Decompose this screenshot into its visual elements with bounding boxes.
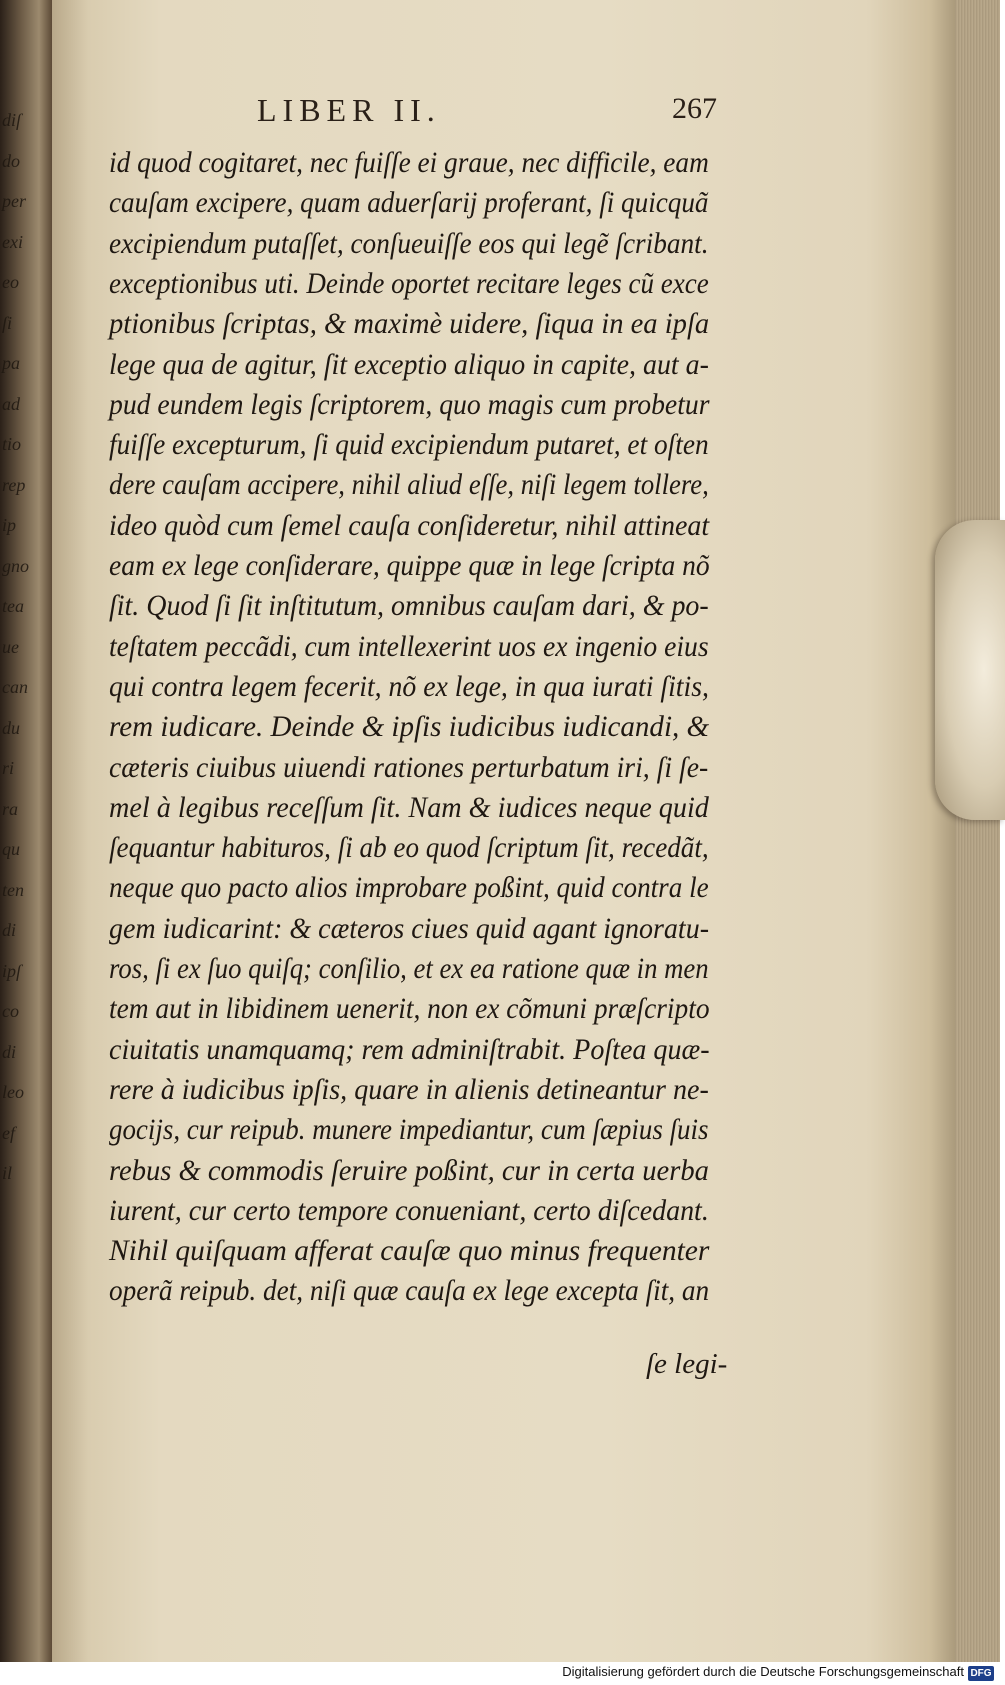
left-page-fragment: exi (2, 231, 23, 252)
left-page-fragment: ip (2, 515, 17, 535)
text-line: rem iudicare. Deinde & ipſis iudicibus iudicandi, & (109, 711, 710, 744)
left-page-fragment: diſ (2, 110, 22, 130)
left-page-fragment: pa (2, 353, 20, 373)
text-line: pud eundem legis ſcriptorem, quo magis cum probetur (109, 388, 710, 421)
text-line: teſtatem peccãdi, cum intellexerint uos ex ingenio eius (109, 630, 709, 663)
left-page-fragment: tea (2, 596, 24, 616)
text-line: neque quo pacto alios improbare poßint, quid contra le (109, 872, 709, 905)
left-page-fragment: do (2, 150, 20, 171)
left-page-fragment: ſi (2, 312, 13, 333)
left-page-fragment: leo (2, 1082, 24, 1102)
text-line: tem aut in libidinem uenerit, non ex cõmuni præſcripto (109, 993, 710, 1026)
left-page-fragment: ef (2, 1122, 15, 1143)
page-stack-edge (955, 0, 1000, 1662)
left-page-fragment: ra (2, 798, 19, 819)
text-line: ciuitatis unamquamq; rem adminiſtrabit. Poſtea quæ- (109, 1033, 710, 1066)
left-page-fragments (2, 100, 29, 1194)
left-page-fragment: il (2, 1163, 13, 1183)
text-line: qui contra legem fecerit, nõ ex lege, in qua iurati ſitis, (109, 670, 709, 703)
left-page-fragment: tio (2, 434, 22, 454)
text-line: iurent, cur certo tempore conueniant, certo diſcedant. (109, 1194, 709, 1227)
left-page-fragment: co (2, 1001, 19, 1021)
text-line: excipiendum putaſſet, conſueuiſſe eos qui legẽ ſcribant. (109, 227, 709, 260)
text-line: Nihil quiſquam afferat cauſæ quo minus frequenter (109, 1235, 710, 1268)
catchword: ſe legi- (646, 1348, 728, 1380)
text-line: gocijs, cur reipub. munere impediantur, cum ſæpius ſuis (109, 1114, 709, 1147)
text-line: ideo quòd cum ſemel cauſa conſideretur, nihil attineat (109, 509, 710, 542)
text-line: mel à legibus receſſum ſit. Nam & iudices neque quid (109, 791, 709, 824)
left-page-fragment: qu (2, 839, 20, 859)
text-line: ſequantur habituros, ſi ab eo quod ſcriptum ſit, recedãt, (109, 832, 709, 865)
left-page-fragment: ten (2, 879, 24, 900)
left-page-fragment: di (2, 920, 17, 940)
left-page-fragment: di (2, 1041, 17, 1062)
text-line: cæteris ciuibus uiuendi rationes perturbatum iri, ſi ſe- (109, 751, 709, 784)
left-page-fragment: ri (2, 758, 15, 778)
left-page-fragment: ue (2, 636, 19, 657)
left-page-fragment: per (2, 191, 26, 211)
text-line: lege qua de agitur, ſit exceptio aliquo in capite, aut a- (109, 348, 709, 381)
book-page (52, 0, 957, 1662)
text-line: ſit. Quod ſi ſit inſtitutum, omnibus cauſam dari, & po- (109, 590, 709, 623)
left-page-fragment: rep (2, 474, 26, 495)
text-line: dere cauſam accipere, nihil aliud eſſe, niſi legem tollere, (109, 469, 709, 502)
left-page-fragment: can (2, 677, 28, 697)
text-line: gem iudicarint: & cæteros ciues quid agant ignoratu- (109, 912, 710, 945)
text-line: rebus & commodis ſeruire poßint, cur in certa uerba (109, 1154, 709, 1187)
running-head (52, 92, 957, 132)
page-marker-tab (935, 520, 1005, 820)
text-line: id quod cogitaret, nec fuiſſe ei graue, nec difficile, eam (109, 147, 709, 179)
text-line: ptionibus ſcriptas, & maximè uidere, ſiqua in ea ipſa (109, 308, 710, 341)
text-line: rere à iudicibus ipſis, quare in alienis detineantur ne- (109, 1073, 709, 1106)
page-number: 267 (672, 92, 717, 125)
text-line: operã reipub. det, niſi quæ cauſa ex lege excepta ſit, an (109, 1275, 710, 1308)
dfg-logo: DFG (968, 1666, 994, 1681)
left-page-fragment: du (2, 717, 20, 738)
text-line: cauſam excipere, quam aduerſarij proferant, ſi quicquã (109, 187, 709, 220)
left-page-edge (0, 0, 52, 1662)
left-page-fragment: ipſ (2, 960, 22, 981)
left-page-fragment: gno (2, 555, 29, 576)
footer-credit: Digitalisierung gefördert durch die Deutsche Forschungsgemeinschaft (562, 1664, 964, 1679)
text-line: exceptionibus uti. Deinde oportet recitare leges cũ exce (109, 267, 709, 300)
footer-bar (0, 1662, 1000, 1685)
left-page-fragment: ad (2, 393, 20, 414)
text-line: fuiſſe excepturum, ſi quid excipiendum putaret, et oſten (109, 429, 709, 462)
text-line: eam ex lege conſiderare, quippe quæ in lege ſcripta nõ (109, 550, 710, 582)
left-page-fragment: eo (2, 272, 19, 292)
running-title: LIBER II. (257, 92, 441, 128)
text-line: ros, ſi ex ſuo quiſq; conſilio, et ex ea ratione quæ in men (109, 953, 709, 985)
